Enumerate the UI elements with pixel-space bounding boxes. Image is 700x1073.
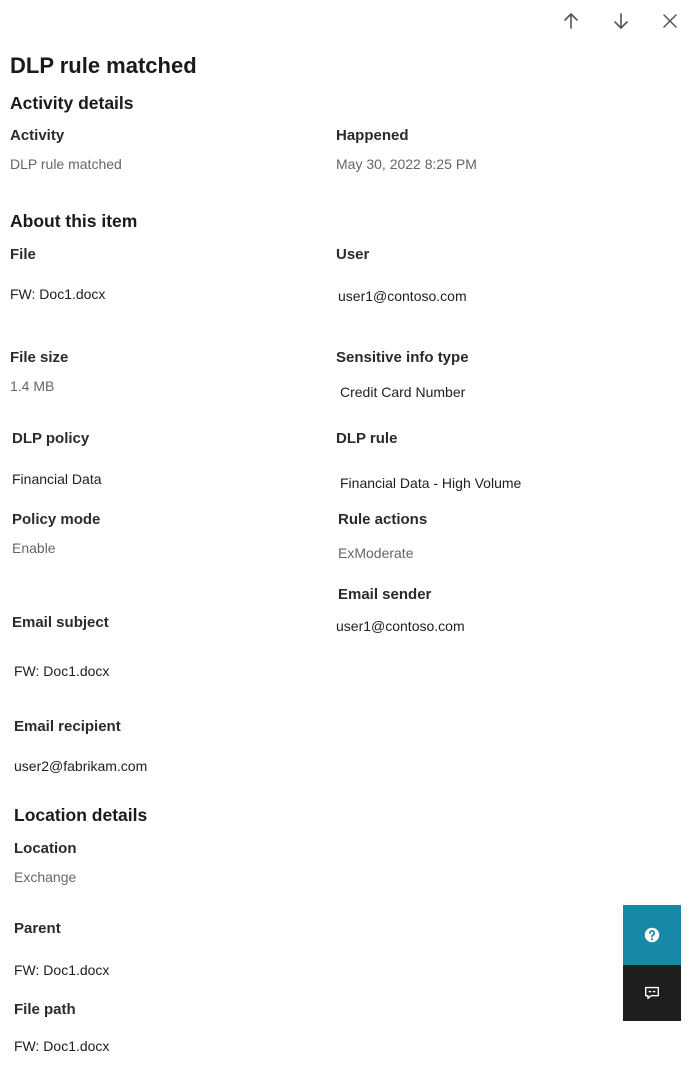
- email-recipient-label: Email recipient: [14, 718, 121, 735]
- email-recipient-value: user2@fabrikam.com: [14, 758, 148, 774]
- happened-label: Happened: [336, 127, 409, 144]
- about-item-heading: About this item: [10, 211, 138, 231]
- email-sender-label: Email sender: [338, 586, 432, 603]
- parent-value: FW: Doc1.docx: [14, 962, 110, 978]
- happened-value: May 30, 2022 8:25 PM: [336, 156, 477, 172]
- policy-mode-value: Enable: [12, 540, 56, 556]
- activity-label: Activity: [10, 127, 65, 144]
- file-path-value: FW: Doc1.docx: [14, 1038, 110, 1054]
- rule-actions-label: Rule actions: [338, 511, 428, 528]
- location-value: Exchange: [14, 869, 77, 885]
- page-title: DLP rule matched: [10, 53, 197, 78]
- email-sender-value: user1@contoso.com: [336, 618, 465, 634]
- help-icon: [643, 926, 661, 944]
- dlp-policy-label: DLP policy: [12, 430, 90, 447]
- email-subject-label: Email subject: [12, 614, 109, 631]
- sensitive-info-type-value: Credit Card Number: [340, 384, 466, 400]
- location-details-heading: Location details: [14, 805, 148, 825]
- rule-actions-value: ExModerate: [338, 545, 414, 561]
- location-label: Location: [14, 840, 77, 857]
- email-subject-value: FW: Doc1.docx: [14, 663, 110, 679]
- next-item-button[interactable]: [606, 6, 636, 36]
- file-value: FW: Doc1.docx: [10, 286, 106, 302]
- activity-details-heading: Activity details: [10, 93, 134, 113]
- file-path-label: File path: [14, 1001, 76, 1018]
- arrow-up-icon: [561, 11, 581, 31]
- previous-item-button[interactable]: [556, 6, 586, 36]
- sensitive-info-type-label: Sensitive info type: [336, 349, 469, 366]
- policy-mode-label: Policy mode: [12, 511, 101, 528]
- file-size-label: File size: [10, 349, 69, 366]
- feedback-button[interactable]: [623, 965, 681, 1021]
- dlp-rule-label: DLP rule: [336, 430, 398, 447]
- arrow-down-icon: [611, 11, 631, 31]
- dlp-policy-value: Financial Data: [12, 471, 102, 487]
- close-button[interactable]: [655, 6, 685, 36]
- close-icon: [660, 11, 680, 31]
- file-label: File: [10, 246, 36, 263]
- dlp-rule-value: Financial Data - High Volume: [340, 475, 522, 491]
- feedback-icon: [643, 984, 661, 1002]
- help-button[interactable]: [623, 905, 681, 965]
- file-size-value: 1.4 MB: [10, 378, 55, 394]
- parent-label: Parent: [14, 920, 61, 937]
- activity-value: DLP rule matched: [10, 156, 122, 172]
- user-label: User: [336, 246, 370, 263]
- user-value: user1@contoso.com: [338, 288, 467, 304]
